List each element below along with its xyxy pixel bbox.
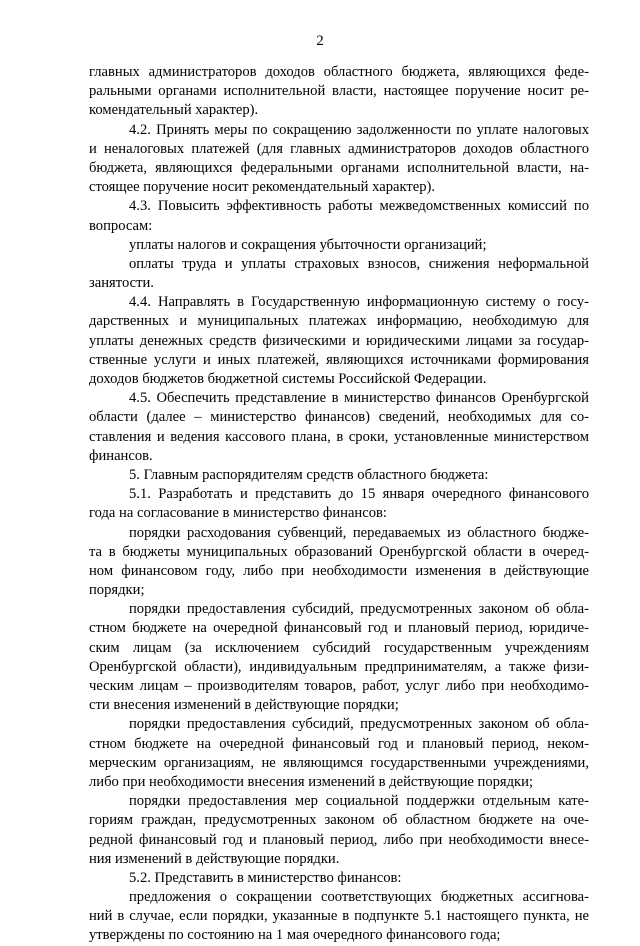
text-line: 5. Главным распорядителям средств областного бюджета: (129, 466, 489, 483)
text-line: 5.1. Разработать и представить до 15 января очередного финансового (129, 486, 589, 503)
text-line: ственные услуги и иных платежей, являющихся источниками формирования (89, 351, 589, 368)
text-line: ральными органами исполнительной власти, настоящее поручение носит ре- (89, 83, 589, 100)
text-line: 4.5. Обеспечить представление в министерство финансов Оренбургской (129, 390, 589, 407)
text-line: стном бюджете на очередной финансовый год и плановый период, юридиче- (89, 620, 589, 637)
text-line: редной финансовый год и плановый период, либо при необходимости внесе- (89, 831, 589, 848)
text-line: уплаты денежных средств физическими и юридическими лицами за государ- (89, 332, 589, 349)
document-body (89, 63, 589, 946)
text-line: вопросам: (89, 217, 153, 234)
text-line: дарственных и муниципальных платежах информацию, необходимую для (89, 313, 589, 330)
text-line: бюджета, являющихся федеральными органами исполнительной власти, на- (89, 159, 589, 176)
text-line: области (далее – министерство финансов) сведений, необходимых для со- (89, 409, 589, 426)
text-line: 4.4. Направлять в Государственную информационную систему о госу- (129, 294, 589, 311)
text-line: утверждены по состоянию на 1 мая очередного финансового года; (89, 927, 501, 944)
text-line: предложения о сокращении соответствующих бюджетных ассигнова- (129, 889, 589, 906)
text-line: порядки; (89, 582, 145, 599)
text-line: либо при необходимости внесения изменений в действующие порядки; (89, 773, 534, 790)
text-line: ном финансовом году, либо при необходимости изменения в действующие (89, 562, 589, 579)
text-line: и неналоговых платежей (для главных администраторов доходов областного (89, 140, 589, 157)
text-line: ским лицам (за исключением субсидий государственным учреждениям (89, 639, 589, 656)
text-line: ния изменений в действующие порядки. (89, 850, 340, 867)
text-line: года на согласование в министерство финансов: (89, 505, 387, 522)
text-line: порядки предоставления мер социальной поддержки отдельным кате- (129, 793, 589, 810)
text-line: занятости. (89, 275, 154, 292)
text-line: гориям граждан, предусмотренных законом об областном бюджете на оче- (89, 812, 589, 829)
text-line: ставления и ведения кассового плана, в сроки, установленные министерством (89, 428, 589, 445)
text-line: уплаты налогов и сокращения убыточности организаций; (129, 236, 487, 253)
text-line: стном бюджете на очередной финансовый год и плановый период, неком- (89, 735, 589, 752)
text-line: оплаты труда и уплаты страховых взносов, снижения неформальной (129, 255, 589, 272)
text-line: доходов бюджетов бюджетной системы Российской Федерации. (89, 371, 487, 387)
text-line: порядки предоставления субсидий, предусмотренных законом об обла- (129, 716, 589, 733)
text-line: стоящее поручение носит рекомендательный характер). (89, 179, 436, 196)
text-line: финансов. (89, 447, 153, 464)
text-line: ний в случае, если порядки, указанные в подпункте 5.1 настоящего пункта, не (89, 908, 589, 925)
text-line: порядки предоставления субсидий, предусмотренных законом об обла- (129, 601, 589, 618)
text-line: комендательный характер). (89, 102, 259, 119)
text-line: 5.2. Представить в министерство финансов: (129, 869, 402, 886)
text-line: главных администраторов доходов областного бюджета, являющихся феде- (89, 64, 589, 80)
text-line: Оренбургской области), индивидуальным предпринимателям, а также физи- (89, 658, 589, 675)
text-line: та в бюджеты муниципальных образований Оренбургской области в очеред- (89, 543, 589, 560)
text-line: порядки расходования субвенций, передаваемых из областного бюдже- (129, 524, 589, 541)
text-line: сти внесения изменений в действующие порядки; (89, 697, 399, 714)
text-line: 4.3. Повысить эффективность работы межведомственных комиссий по (129, 198, 589, 215)
text-line: мерческим организациям, не являющимся государственными учреждениями, (89, 754, 589, 771)
text-line: 4.2. Принять меры по сокращению задолженности по уплате налоговых (129, 121, 589, 138)
text-line: ческим лицам – производителям товаров, работ, услуг либо при необходимо- (89, 678, 589, 694)
page-number: 2 (316, 33, 324, 49)
